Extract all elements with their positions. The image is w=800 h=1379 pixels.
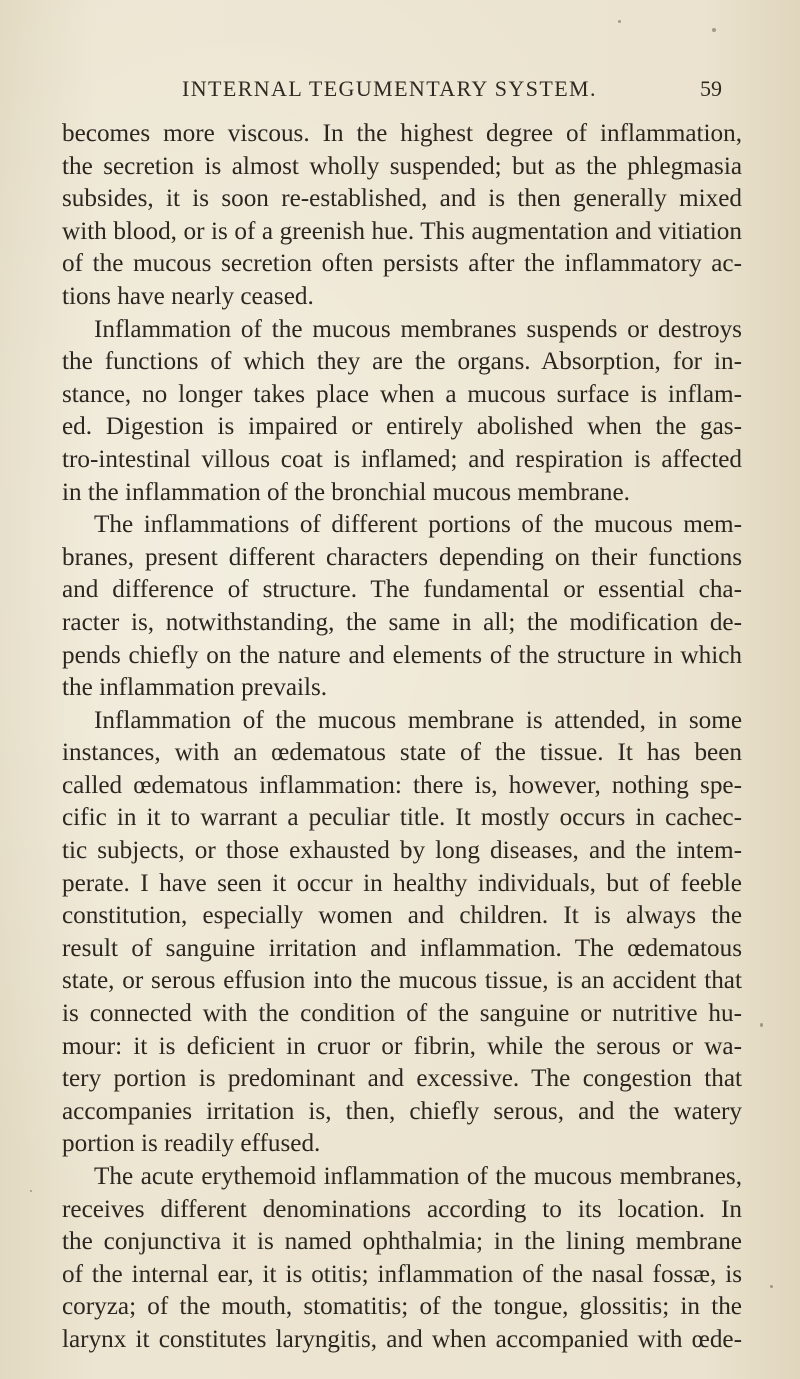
page-number: 59 [700,76,722,101]
text-line: called œdematous inflammation: there is, however, nothing spe- [62,771,742,799]
text-line: state, or serous effusion into the mucous tissue, is an accident that [62,967,742,995]
text-line: Inflammation of the mucous membranes suspends or destroys [94,315,742,343]
text-line: of the internal ear, it is otitis; inflammation of the nasal fossæ, is [62,1260,742,1288]
page-header [182,76,722,108]
text-line: subsides, it is soon re-established, and is then generally mixed [62,185,742,213]
text-line: is connected with the condition of the sanguine or nutritive hu- [62,1000,742,1028]
text-line: the conjunctiva it is named ophthalmia; in the lining membrane [62,1228,742,1256]
text-line: constitution, especially women and children. It is always the [62,902,742,930]
text-line: mour: it is deficient in cruor or fibrin, while the serous or wa- [62,1032,742,1060]
text-line: perate. I have seen it occur in healthy individuals, but of feeble [62,869,742,897]
text-line: tro-intestinal villous coat is inflamed; and respiration is affected [62,445,742,473]
paper-speck [30,1190,32,1192]
text-line: stance, no longer takes place when a mucous surface is inflam- [62,380,742,408]
text-line: The acute erythemoid inflammation of the mucous membranes, [94,1163,742,1190]
text-line: pends chiefly on the nature and elements of the structure in which [62,641,742,669]
body-text [62,118,742,1357]
paper-speck [760,1023,763,1027]
text-line: tic subjects, or those exhausted by long diseases, and the intem- [62,837,742,865]
text-line: The inflammations of different portions of the mucous mem- [94,511,742,539]
text-line: the functions of which they are the organs. Absorption, for in- [62,348,742,376]
text-line: accompanies irritation is, then, chiefly serous, and the watery [62,1097,742,1125]
text-line: portion is readily effused. [62,1130,321,1158]
text-line: of the mucous secretion often persists after the inflammatory ac- [62,250,742,278]
text-line: larynx it constitutes laryngitis, and when accompanied with œde- [62,1325,742,1353]
text-line: tions have nearly ceased. [62,282,314,310]
paper-speck [770,1285,773,1288]
text-line: receives different denominations according to its location. In [62,1195,742,1223]
text-line: ed. Digestion is impaired or entirely abolished when the gas- [62,413,742,441]
text-line: tery portion is predominant and excessive. The congestion that [62,1065,742,1093]
text-line: in the inflammation of the bronchial mucous membrane. [62,478,630,506]
paper-speck [712,28,716,32]
text-line: instances, with an œdematous state of the tissue. It has been [62,739,742,767]
text-line: Inflammation of the mucous membrane is attended, in some [94,706,742,734]
text-line: coryza; of the mouth, stomatitis; of the tongue, glossitis; in the [62,1293,742,1321]
text-line: and difference of structure. The fundamental or essential cha- [62,576,742,604]
text-line: the inflammation prevails. [62,674,328,702]
text-line: becomes more viscous. In the highest degree of inflammation, [62,120,742,147]
paper-speck [618,20,621,23]
text-line: cific in it to warrant a peculiar title. It mostly occurs in cachec- [62,804,742,832]
text-line: result of sanguine irritation and inflammation. The œdematous [62,934,742,962]
text-line: with blood, or is of a greenish hue. This augmentation and vitiation [62,217,742,245]
text-line: the secretion is almost wholly suspended; but as the phlegmasia [62,152,742,180]
text-line: branes, present different characters depending on their functions [62,543,742,571]
text-line: racter is, notwithstanding, the same in all; the modification de- [62,608,742,636]
running-title: INTERNAL TEGUMENTARY SYSTEM. [182,76,597,101]
